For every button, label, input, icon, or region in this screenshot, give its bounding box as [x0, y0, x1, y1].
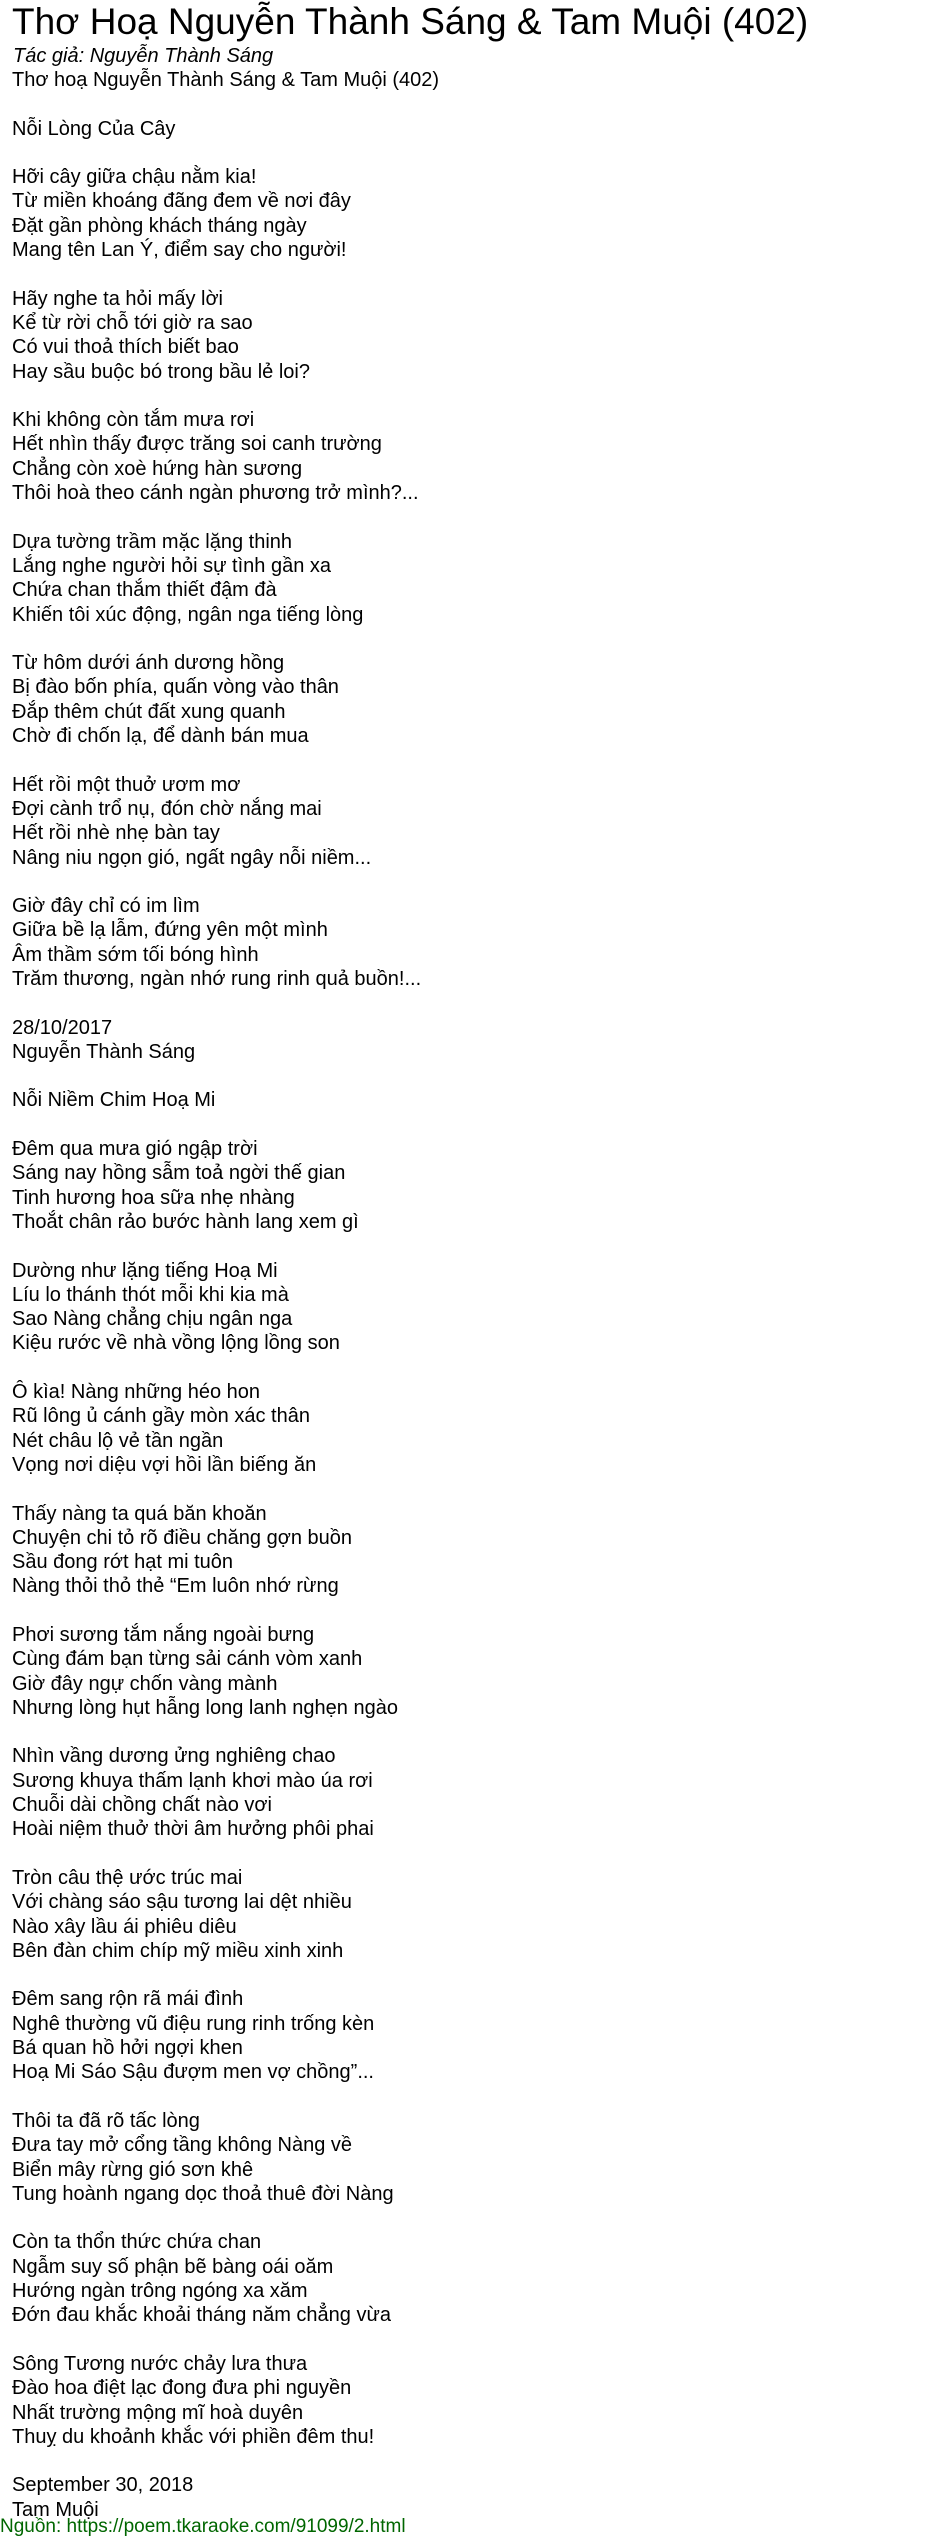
text-line: Tròn câu thệ ước trúc mai	[12, 1866, 243, 1889]
text-line: Giờ đây chỉ có im lìm	[12, 895, 200, 918]
blank-line	[12, 1720, 925, 1744]
blank-line	[12, 748, 925, 772]
blank-line	[12, 1477, 925, 1501]
text-line: Ô kìa! Nàng những héo hon	[12, 1381, 261, 1404]
text-line: September 30, 2018	[12, 2474, 194, 2497]
text-line: Ngẫm suy số phận bẽ bàng oái oăm	[12, 2255, 334, 2278]
text-line: Đào hoa điệt lạc đong đưa phi nguyền	[12, 2377, 352, 2400]
text-line: Mang tên Lan Ý, điểm say cho người!	[12, 239, 347, 262]
blank-line	[12, 141, 925, 165]
author-line: Tác giả: Nguyễn Thành Sáng	[13, 45, 274, 67]
text-line: Chẳng còn xoè hứng hàn sương	[12, 457, 303, 480]
blank-line	[12, 384, 925, 408]
text-line: Hoạ Mi Sáo Sậu đượm men vợ chồng”...	[12, 2061, 374, 2084]
text-line: Sao Nàng chẳng chịu ngân nga	[12, 1308, 293, 1331]
blank-line	[12, 505, 925, 529]
blank-line	[12, 2206, 925, 2230]
text-line: Kiệu rước về nhà vồng lộng lồng son	[12, 1332, 340, 1355]
text-line: Giờ đây ngự chốn vàng mành	[12, 1672, 278, 1695]
text-line: Thuỵ du khoảnh khắc với phiền đêm thu!	[12, 2425, 375, 2448]
text-line: Sương khuya thấm lạnh khơi mào úa rơi	[12, 1769, 373, 1792]
blank-line	[12, 991, 925, 1015]
text-line: Nguyễn Thành Sáng	[12, 1040, 196, 1063]
text-line: Sông Tương nước chảy lưa thưa	[12, 2352, 308, 2375]
text-line: Sáng nay hồng sẫm toả ngời thế gian	[12, 1162, 346, 1185]
text-line: Khiến tôi xúc động, ngân nga tiếng lòng	[12, 603, 364, 626]
text-line: Cùng đám bạn từng sải cánh vòm xanh	[12, 1648, 363, 1671]
text-line: Nỗi Niềm Chim Hoạ Mi	[12, 1089, 216, 1112]
poem-body	[12, 68, 925, 2522]
blank-line	[12, 1356, 925, 1380]
text-line: Trăm thương, ngàn nhớ rung rinh quả buồn!...	[12, 967, 422, 990]
text-line: Nét châu lộ vẻ tần ngần	[12, 1429, 224, 1452]
blank-line	[12, 1599, 925, 1623]
text-line: Tung hoành ngang dọc thoả thuê đời Nàng	[12, 2182, 394, 2205]
text-line: Chứa chan thắm thiết đậm đà	[12, 579, 277, 602]
text-line: Nâng niu ngọn gió, ngất ngây nỗi niềm...	[12, 846, 372, 869]
blank-line	[12, 1842, 925, 1866]
text-line: Đặt gần phòng khách tháng ngày	[12, 214, 307, 237]
text-line: Chờ đi chốn lạ, để dành bán mua	[12, 725, 309, 748]
text-line: Âm thầm sớm tối bóng hình	[12, 943, 259, 966]
blank-line	[12, 627, 925, 651]
blank-line	[12, 92, 925, 116]
text-line: Thơ hoạ Nguyễn Thành Sáng & Tam Muội (402)	[12, 69, 440, 91]
blank-line	[12, 262, 925, 286]
text-line: Khi không còn tắm mưa rơi	[12, 409, 255, 432]
text-line: Hoài niệm thuở thời âm hưởng phôi phai	[12, 1818, 374, 1841]
text-line: Líu lo thánh thót mỗi khi kia mà	[12, 1283, 289, 1306]
text-line: Giữa bề lạ lẫm, đứng yên một mình	[12, 919, 328, 942]
text-line: Hay sầu buộc bó trong bầu lẻ loi?	[12, 360, 310, 383]
text-line: Có vui thoả thích biết bao	[12, 336, 239, 359]
blank-line	[12, 1113, 925, 1137]
text-line: Dựa tường trầm mặc lặng thinh	[12, 530, 293, 553]
text-line: Thấy nàng ta quá băn khoăn	[12, 1502, 267, 1525]
text-line: Hỡi cây giữa chậu nằm kia!	[12, 166, 257, 189]
text-line: Thôi ta đã rõ tấc lòng	[12, 2109, 200, 2132]
blank-line	[12, 1963, 925, 1987]
text-line: Sầu đong rớt hạt mi tuôn	[12, 1551, 234, 1574]
text-line: Với chàng sáo sậu tương lai dệt nhiều	[12, 1891, 352, 1914]
text-line: Đớn đau khắc khoải tháng năm chẳng vừa	[12, 2304, 391, 2327]
text-line: Kể từ rời chỗ tới giờ ra sao	[12, 311, 253, 334]
text-line: Tam Muội	[12, 2498, 99, 2521]
text-line: Đắp thêm chút đất xung quanh	[12, 700, 286, 723]
text-line: Đêm sang rộn rã mái đình	[12, 1988, 244, 2011]
text-line: Thôi hoà theo cánh ngàn phương trở mình?...	[12, 482, 419, 505]
text-line: Hết nhìn thấy được trăng soi canh trường	[12, 433, 382, 456]
source-link[interactable]: Nguồn: https://poem.tkaraoke.com/91099/2.html	[0, 2516, 406, 2537]
blank-line	[12, 1234, 925, 1258]
text-line: Nhìn vầng dương ửng nghiêng chao	[12, 1745, 336, 1768]
text-line: Bị đào bốn phía, quấn vòng vào thân	[12, 676, 339, 699]
text-line: Từ miền khoáng đãng đem về nơi đây	[12, 190, 351, 213]
text-line: Đợi cành trổ nụ, đón chờ nắng mai	[12, 797, 322, 820]
text-line: Rũ lông ủ cánh gầy mòn xác thân	[12, 1405, 310, 1428]
text-line: Bá quan hồ hởi ngợi khen	[12, 2037, 243, 2060]
text-line: Nghê thường vũ điệu rung rinh trống kèn	[12, 2012, 375, 2035]
page-title: Thơ Hoạ Nguyễn Thành Sáng & Tam Muội (402)	[12, 1, 809, 42]
blank-line	[12, 1064, 925, 1088]
text-line: Hết rồi nhè nhẹ bàn tay	[12, 822, 220, 845]
text-line: Nỗi Lòng Của Cây	[12, 117, 176, 140]
text-line: Nhất trường mộng mĩ hoà duyên	[12, 2401, 304, 2424]
blank-line	[12, 2085, 925, 2109]
text-line: Vọng nơi diệu vợi hồi lần biếng ăn	[12, 1453, 317, 1476]
text-line: Hãy nghe ta hỏi mấy lời	[12, 287, 223, 310]
blank-line	[12, 2328, 925, 2352]
text-line: Từ hôm dưới ánh dương hồng	[12, 652, 285, 675]
text-line: Phơi sương tắm nắng ngoài bưng	[12, 1624, 315, 1646]
blank-line	[12, 2449, 925, 2473]
text-line: Chuyện chi tỏ rõ điều chăng gợn buồn	[12, 1526, 353, 1549]
text-line: Nhưng lòng hụt hẫng long lanh nghẹn ngào	[12, 1696, 398, 1719]
text-line: Hết rồi một thuở ươm mơ	[12, 773, 241, 796]
text-line: Nào xây lầu ái phiêu diêu	[12, 1915, 237, 1938]
blank-line	[12, 870, 925, 894]
text-line: Còn ta thổn thức chứa chan	[12, 2231, 262, 2254]
text-line: Nàng thỏi thỏ thẻ “Em luôn nhớ rừng	[12, 1575, 339, 1598]
text-line: Lắng nghe người hỏi sự tình gần xa	[12, 554, 332, 577]
text-line: Đưa tay mở cổng tầng không Nàng về	[12, 2134, 353, 2157]
text-line: Chuỗi dài chồng chất nào vơi	[12, 1794, 272, 1817]
text-line: Dường như lặng tiếng Hoạ Mi	[12, 1259, 278, 1282]
text-line: 28/10/2017	[12, 1016, 113, 1039]
text-line: Tinh hương hoa sữa nhẹ nhàng	[12, 1186, 295, 1209]
text-line: Biển mây rừng gió sơn khê	[12, 2158, 254, 2181]
text-line: Hướng ngàn trông ngóng xa xăm	[12, 2280, 308, 2303]
text-line: Đêm qua mưa gió ngập trời	[12, 1138, 258, 1161]
text-line: Thoắt chân rảo bước hành lang xem gì	[12, 1210, 359, 1233]
text-line: Bên đàn chim chíp mỹ miều xinh xinh	[12, 1939, 344, 1962]
